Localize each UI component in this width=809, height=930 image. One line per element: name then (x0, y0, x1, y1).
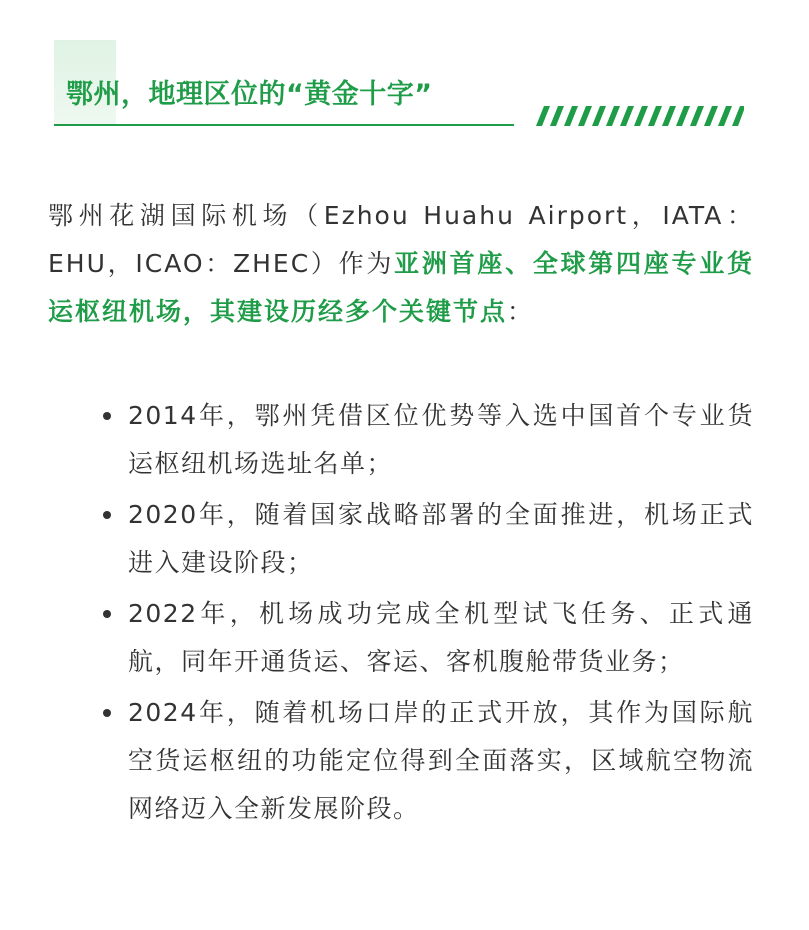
bullet-icon (103, 610, 111, 618)
milestone-list (100, 392, 754, 836)
intro-text: 鄂州花湖国际机场（Ezhou Huahu Airport，IATA：EHU，ICAO：ZHEC）作为 (48, 201, 754, 278)
bullet-icon (103, 511, 111, 519)
title-underline (54, 124, 514, 126)
list-item (100, 491, 754, 587)
bullet-icon (103, 709, 111, 717)
bullet-icon (103, 412, 111, 420)
milestone-text: 2014年，鄂州凭借区位优势等入选中国首个专业货运枢纽机场选址名单； (128, 401, 754, 478)
intro-end: ： (507, 297, 535, 326)
milestone-text: 2022年，机场成功完成全机型试飞任务、正式通航，同年开通货运、客运、客机腹舱带货业务； (128, 599, 754, 676)
milestone-text: 2024年，随着机场口岸的正式开放，其作为国际航空货运枢纽的功能定位得到全面落实，区域航空物流网络迈入全新发展阶段。 (128, 698, 754, 823)
section-title: 鄂州，地理区位的“黄金十字” (66, 79, 433, 110)
list-item (100, 590, 754, 686)
section-header (0, 0, 809, 140)
intro-emphasis: 亚洲首座、全球第四座专业货运枢纽机场，其建设历经多个关键节点 (48, 249, 754, 326)
list-item (100, 392, 754, 488)
list-item (100, 689, 754, 833)
milestone-text: 2020年，随着国家战略部署的全面推进，机场正式进入建设阶段； (128, 500, 754, 577)
intro-paragraph (48, 192, 754, 336)
stripes-decoration (528, 106, 744, 126)
